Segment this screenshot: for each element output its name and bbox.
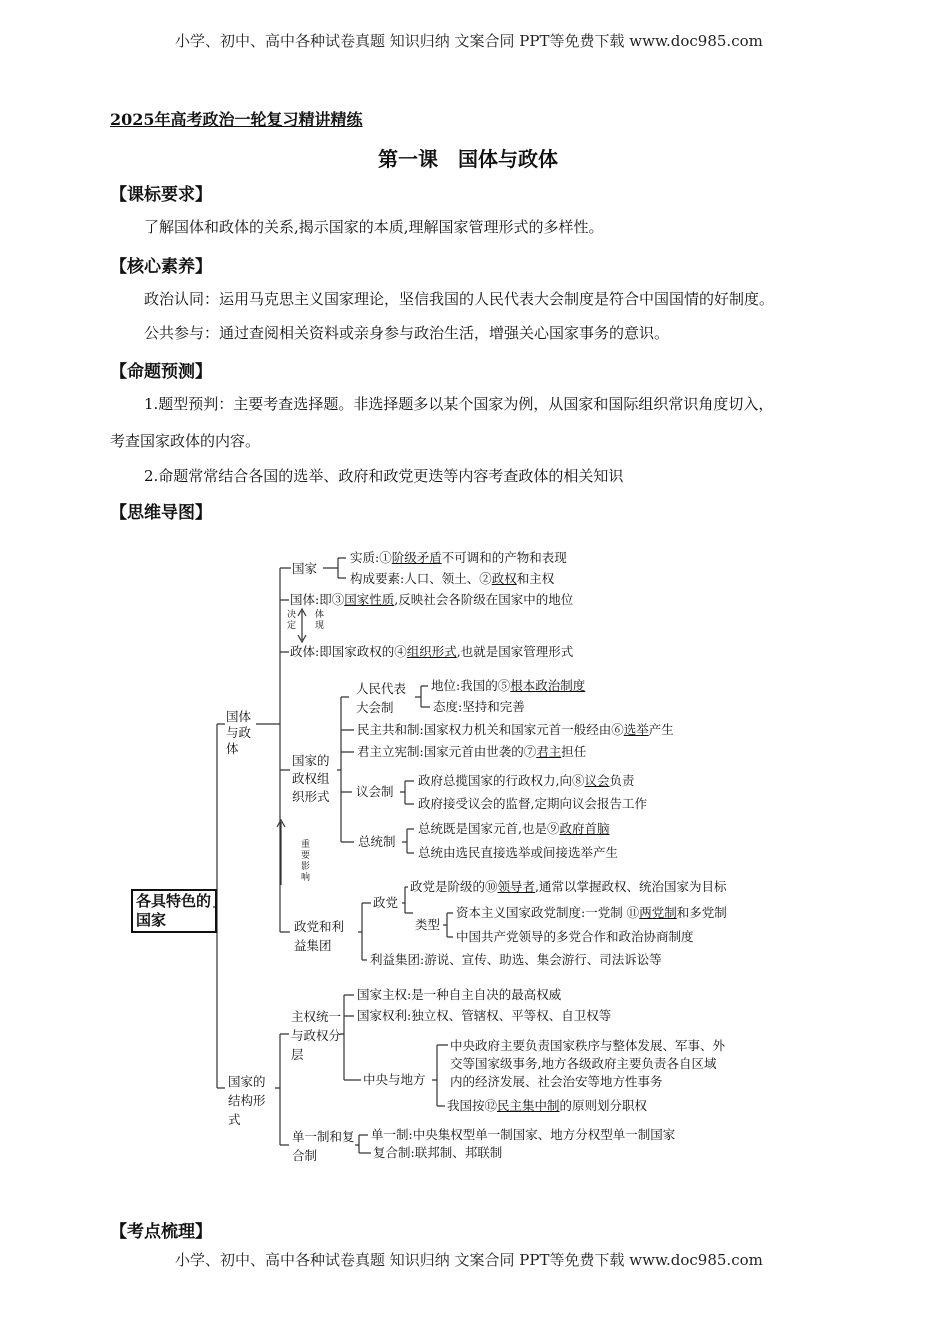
node-renda-taidu: 态度:坚持和完善 <box>433 699 525 714</box>
node-zhengti: 政体:即国家政权的④组织形式,也就是国家管理形式 <box>290 644 574 659</box>
node-zhuquan-2: 国家权利:独立权、管辖权、平等权、自卫权等 <box>357 1008 612 1023</box>
section-heading-suyang: 【核心素养】 <box>110 257 212 277</box>
node-yihui-2: 政府接受议会的监督,定期向议会报告工作 <box>418 796 647 811</box>
lesson-title: 第一课 国体与政体 <box>378 147 558 171</box>
label-tixian: 体现 <box>315 610 325 631</box>
page-footer: 小学、初中、高中各种试卷真题 知识归纳 文案合同 PPT等免费下载 www.doc985.com <box>175 1251 763 1269</box>
yuce-paragraph-2: 2.命题常常结合各国的选举、政府和政党更迭等内容考查政体的相关知识 <box>144 467 624 485</box>
node-fuhe: 复合制:联邦制、邦联制 <box>373 1145 503 1160</box>
node-shizhi: 实质:①阶级矛盾不可调和的产物和表现 <box>350 550 567 565</box>
node-zhengdang-1: 政党是阶级的⑩领导者,通常以掌握政权、统治国家为目标 <box>410 879 727 894</box>
suyang-paragraph-1: 政治认同：运用马克思主义国家理论，坚信我国的人民代表大会制度是符合中国国情的好制度。 <box>144 290 775 308</box>
suyang-paragraph-2: 公共参与：通过查阅相关资料或亲身参与政治生活，增强关心国家事务的意识。 <box>144 324 670 342</box>
node-zhongyang-1: 中央政府主要负责国家秩序与整体发展、军事、外 交等国家级事务,地方各级政府主要负责各自区域 内的经济发展、社会治安等地方性事务 <box>450 1038 726 1089</box>
node-zhongyang-2: 我国按⑫民主集中制的原则划分职权 <box>447 1098 648 1113</box>
label-jueding: 决定 <box>287 610 297 631</box>
node-minzhu-gonghe: 民主共和制:国家权力机关和国家元首一般经由⑥选举产生 <box>357 722 674 737</box>
yuce-paragraph-1a: 1.题型预判：主要考查选择题。非选择题多以某个国家为例，从国家和国际组织常识角度切入， <box>144 395 774 413</box>
node-renda: 人民代表大会制 <box>356 681 407 715</box>
node-danyi-fuhe: 单一制和复合制 <box>292 1129 355 1163</box>
node-leixing-1: 资本主义国家政党制度:一党制 ⑪两党制和多党制 <box>456 905 727 920</box>
yuce-paragraph-1b: 考查国家政体的内容。 <box>110 432 261 450</box>
node-zongtong: 总统制 <box>358 834 396 849</box>
node-zongtong-2: 总统由选民直接选举或间接选举产生 <box>418 845 619 860</box>
node-guojia: 国家 <box>292 561 318 576</box>
label-zhongyao-yingxiang: 重要影响 <box>301 840 311 883</box>
node-zhuquan-1: 国家主权:是一种自主自决的最高权威 <box>357 987 562 1002</box>
node-yihui: 议会制 <box>356 784 394 799</box>
node-leixing: 类型 <box>415 917 441 932</box>
document-subtitle: 2025年高考政治一轮复习精讲精练 <box>110 110 363 129</box>
node-zhengdang: 政党 <box>373 895 399 910</box>
node-junzhu-lixian: 君主立宪制:国家元首由世袭的⑦君主担任 <box>357 744 587 759</box>
kebiao-text: 了解国体和政体的关系,揭示国家的本质,理解国家管理形式的多样性。 <box>144 218 604 236</box>
node-renda-diwei: 地位:我国的⑤根本政治制度 <box>431 678 586 693</box>
node-goucheng: 构成要素:人口、领土、②政权和主权 <box>350 571 555 586</box>
section-heading-mindmap: 【思维导图】 <box>110 503 212 523</box>
node-leixing-2: 中国共产党领导的多党合作和政治协商制度 <box>456 929 694 944</box>
page-header: 小学、初中、高中各种试卷真题 知识归纳 文案合同 PPT等免费下载 www.doc985.com <box>175 32 763 50</box>
node-guoti: 国体:即③国家性质,反映社会各阶级在国家中的地位 <box>290 592 574 607</box>
node-yihui-1: 政府总揽国家的行政权力,向⑧议会负责 <box>418 773 635 788</box>
node-zhongyang-difang: 中央与地方 <box>363 1072 426 1087</box>
node-zhengquan-zuzhi: 国家的政权组织形式 <box>292 753 330 804</box>
section-heading-kebiao: 【课标要求】 <box>110 185 212 205</box>
mindmap-root-node: 各具特色的国家 <box>131 889 217 933</box>
node-zhengdang-jituan: 政党和利益集团 <box>294 919 345 953</box>
node-jiegou-xingshi: 国家的结构形式 <box>228 1074 266 1127</box>
section-heading-kaodian: 【考点梳理】 <box>110 1222 212 1242</box>
node-guoti-zhengti: 国体与政体 <box>226 709 252 756</box>
node-liyi-jituan: 利益集团:游说、宣传、助选、集会游行、司法诉讼等 <box>370 952 662 967</box>
node-danyi: 单一制:中央集权型单一制国家、地方分权型单一制国家 <box>371 1127 676 1142</box>
node-zhuquan-fenceng: 主权统一与政权分层 <box>291 1009 342 1062</box>
section-heading-yuce: 【命题预测】 <box>110 362 212 382</box>
node-zongtong-1: 总统既是国家元首,也是⑨政府首脑 <box>418 821 610 836</box>
